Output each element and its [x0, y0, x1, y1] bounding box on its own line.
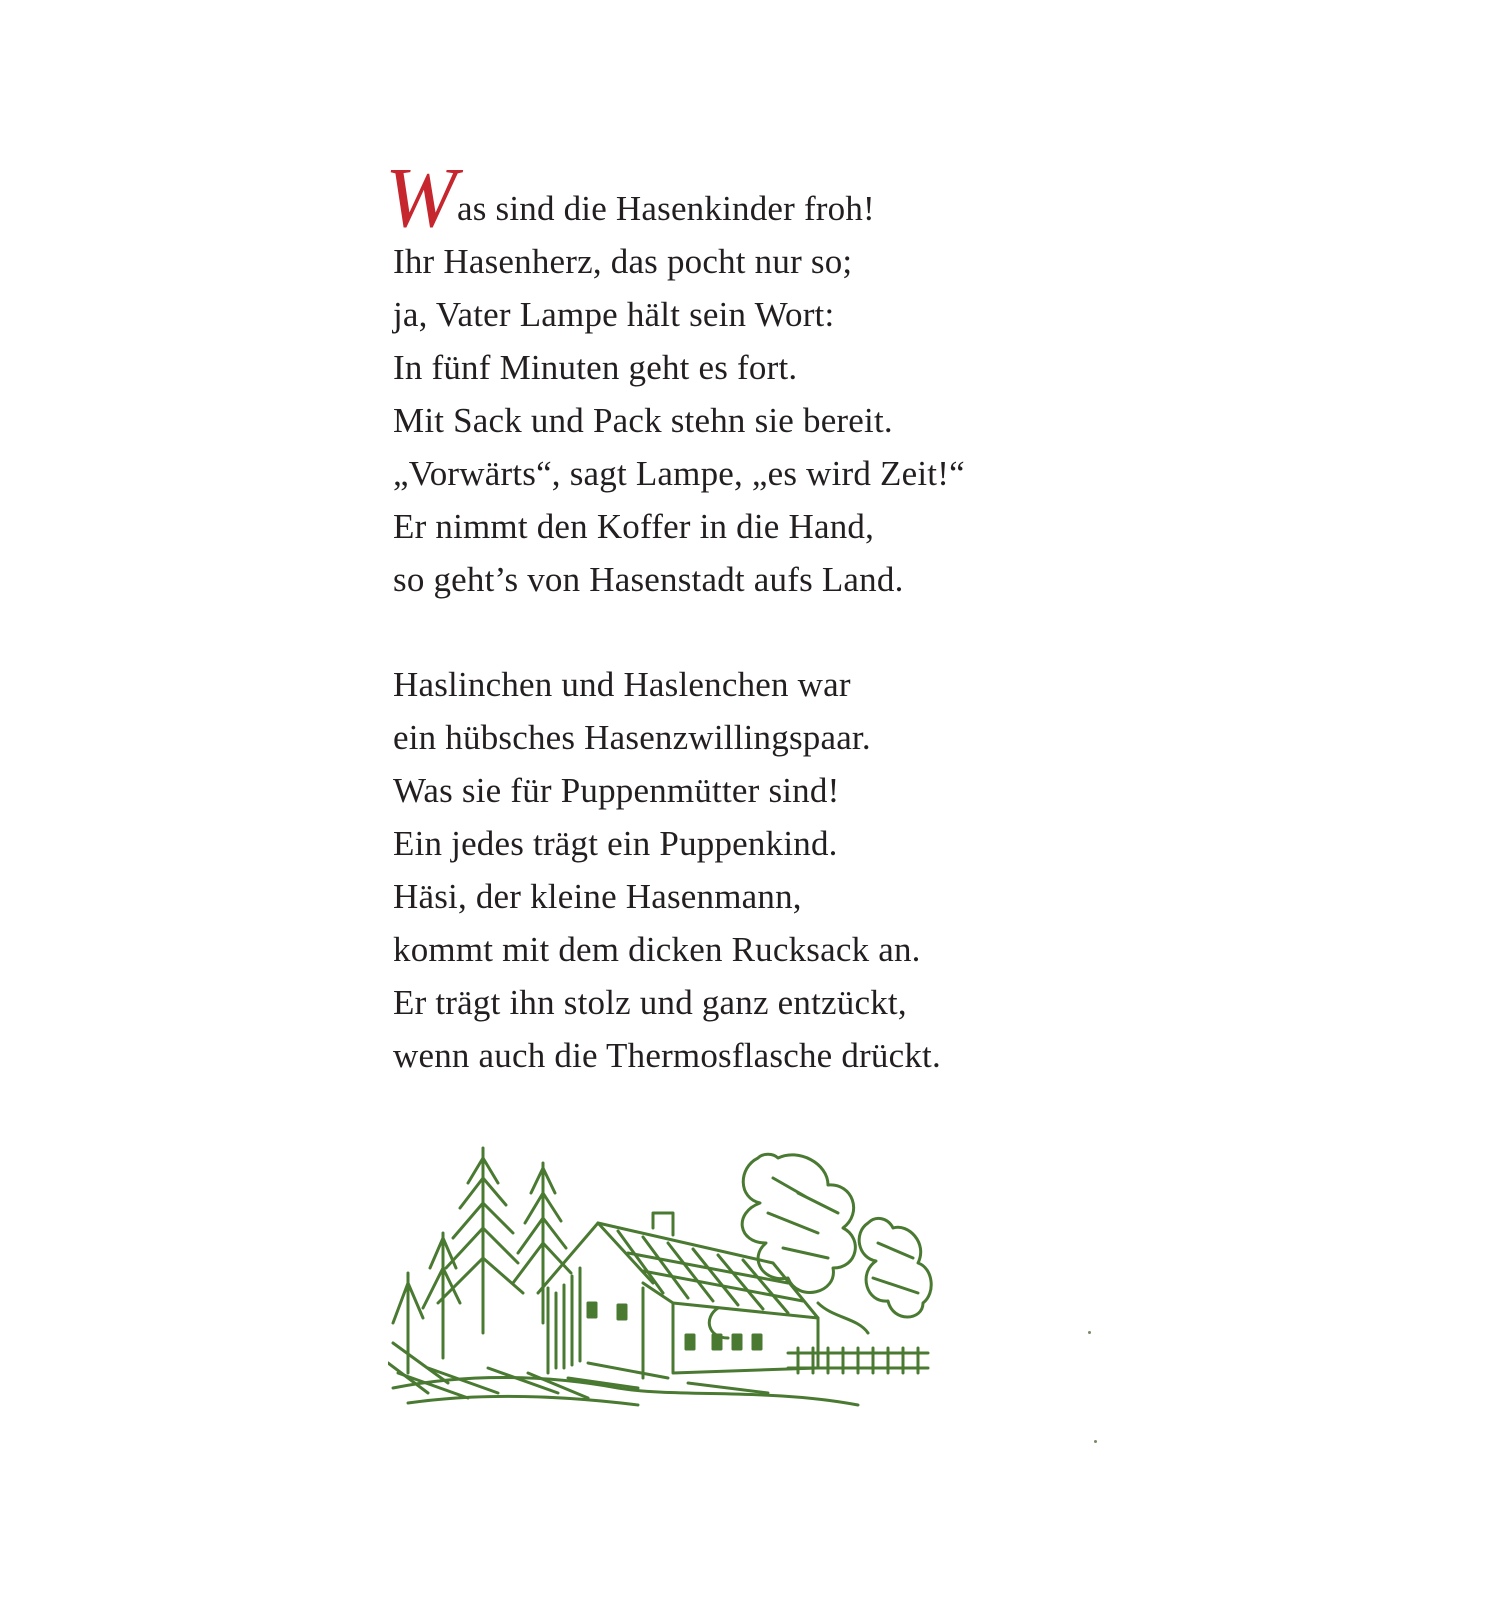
poem-line: In fünf Minuten geht es fort.: [393, 348, 798, 387]
poem: [385, 149, 1093, 1082]
poem-line-text: as sind die Hasenkinder froh!: [457, 189, 875, 228]
poem-line: Er trägt ihn stolz und ganz entzückt,: [393, 983, 907, 1022]
stanza-1: [385, 149, 1093, 606]
poem-line: wenn auch die Thermosflasche drückt.: [393, 1036, 941, 1075]
poem-line: Er nimmt den Koffer in die Hand,: [393, 507, 875, 546]
poem-line: ein hübsches Hasenzwillingspaar.: [393, 718, 871, 757]
poem-line: Was sie für Puppenmütter sind!: [393, 771, 840, 810]
poem-line: ja, Vater Lampe hält sein Wort:: [393, 295, 835, 334]
page-speck: [1088, 1331, 1091, 1334]
poem-line: so geht’s von Hasenstadt aufs Land.: [393, 560, 904, 599]
poem-line: „Vorwärts“, sagt Lampe, „es wird Zeit!“: [393, 454, 965, 493]
poem-line: Haslinchen und Haslenchen war: [393, 665, 851, 704]
drop-cap: W: [385, 149, 457, 245]
poem-line: Ihr Hasenherz, das pocht nur so;: [393, 242, 853, 281]
page-speck: [1094, 1440, 1097, 1443]
poem-line: Häsi, der kleine Hasenmann,: [393, 877, 802, 916]
poem-line: Mit Sack und Pack stehn sie bereit.: [393, 401, 893, 440]
stanza-2: [393, 658, 1093, 1082]
poem-line: [385, 149, 1093, 245]
farmhouse-with-trees-icon: [388, 1143, 938, 1418]
poem-line: kommt mit dem dicken Rucksack an.: [393, 930, 921, 969]
poem-line: Ein jedes trägt ein Puppenkind.: [393, 824, 838, 863]
